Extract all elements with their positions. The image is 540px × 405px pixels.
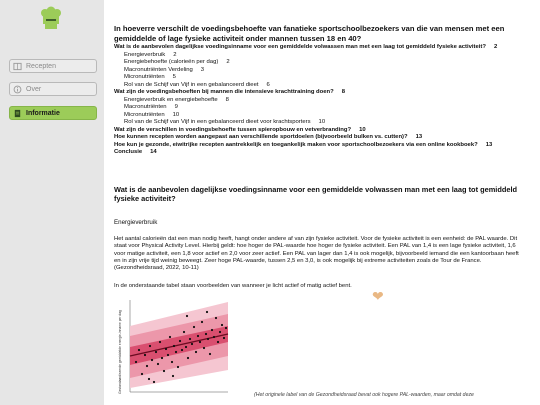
sidebar-item-recepten[interactable] <box>9 59 97 73</box>
figure-note: (Het originele label van de Gezondheidsraad bevat ook hogere PAL-waarden, maar omdat deze <box>254 392 474 398</box>
pal-scatter-image <box>116 292 230 405</box>
toc-page-number: 2 <box>494 44 498 50</box>
toc-page-number: 10 <box>172 111 180 118</box>
toc-page-number: 8 <box>341 89 346 95</box>
paragraph: In de onderstaande tabel staan voorbeelden van wanneer je licht actief of matig actief bent. <box>114 283 352 289</box>
figure-ylabel: Gestandaardiseerde gemiddelde energie-inname per dag <box>118 310 122 394</box>
document-icon <box>13 109 22 118</box>
heart-icon: ❤ <box>372 288 384 304</box>
toc-page-number: 13 <box>415 134 423 140</box>
sidebar-item-informatie[interactable] <box>9 106 97 120</box>
pal-figure <box>116 292 230 405</box>
sidebar-item-label: Over <box>26 85 42 93</box>
toc-link[interactable]: Hoe kunnen recepten worden aangepast aan verschillende sportdoelen (bijvoorbeeld bulken vs. cutten)? <box>114 134 408 140</box>
subheading: Energieverbruik <box>114 219 158 226</box>
main-content <box>114 0 534 405</box>
sidebar-item-label: Recepten <box>26 62 56 70</box>
toc-item[interactable] <box>114 112 534 120</box>
info-circle-icon <box>13 85 22 94</box>
toc-question[interactable] <box>114 89 534 97</box>
toc-link[interactable]: Micronutriënten <box>124 111 165 118</box>
chef-hat-icon <box>36 6 66 30</box>
toc-question[interactable] <box>114 44 534 52</box>
section-heading: Wat is de aanbevolen dagelijkse voedingsinname voor een gemiddelde volwassen man met een laag tot gemiddeld fysieke activiteit? <box>114 185 518 204</box>
paragraph-text: Het aantal calorieën dat een man nodig heeft, hangt onder andere af van zijn fysieke activiteit. Voor de fysieke activiteit is een eenheid: de PAL waarde. Dit staat voor Physical Activity Level. Hierbij geldt: hoe hoger de PAL-waarde hoe hoger de fysieke activiteit. Een PAL van 1,4 is een lage fysieke activiteit, 1,6 voor matige activiteit, een 1,8 voor actief en 2,0 voor zeer actief. Een PAL van lager dan 1,4 is ook mogelijk, bijvoorbeeld iemand die een kantoorbaan heeft en in zijn vrije tijd weinig beweegt. Zeer hoge PAL-waarde, tussen 2,5 en 3,0, is ook mogelijk bij extreme activiteiten zoals de Tour de France. <box>114 236 519 264</box>
toc-item[interactable] <box>114 119 534 127</box>
paragraph <box>114 236 524 272</box>
toc-page-number: 5 <box>172 74 176 80</box>
toc-item[interactable] <box>114 97 534 105</box>
toc-question[interactable] <box>114 134 534 142</box>
sidebar-item-over[interactable] <box>9 82 97 96</box>
toc-link[interactable]: Macronutriënten Verdeling <box>124 66 193 73</box>
toc-item[interactable] <box>114 82 534 90</box>
toc-page-number: 3 <box>200 66 205 73</box>
toc-link[interactable]: Wat zijn de verschillen in voedingsbehoefte tussen spieropbouw en vetverbranding? <box>114 126 352 133</box>
toc-link[interactable]: Hoe kun je gezonde, eiwitrijke recepten aantrekkelijk en toegankelijk maken voor sportschoolbezoekers via een online kookboek? <box>114 141 478 148</box>
toc-item[interactable] <box>114 104 534 112</box>
toc-page-number: 10 <box>359 126 366 133</box>
toc-link[interactable]: Energieverbruik <box>124 51 166 58</box>
toc-page-number: 10 <box>318 119 326 125</box>
sidebar-item-label: Informatie <box>26 109 60 117</box>
citation: (Gezondheidsraad, 2022, 10-11) <box>114 265 199 272</box>
toc-link[interactable]: Wat is de aanbevolen dagelijkse voedingsinname voor een gemiddelde volwassen man met een laag tot gemiddeld fysieke activiteit? <box>114 44 486 50</box>
toc-item[interactable] <box>114 67 534 75</box>
book-icon <box>13 62 22 71</box>
toc-page-number: 2 <box>226 59 230 65</box>
toc-question[interactable] <box>114 142 534 150</box>
toc-question[interactable] <box>114 149 534 157</box>
toc-link[interactable]: Rol van de Schijf van Vijf in een gebalanceerd dieet voor krachtsporters <box>124 119 311 125</box>
toc-link[interactable]: Energiebehoefte (calorieën per dag) <box>124 59 219 65</box>
toc-question[interactable] <box>114 127 534 135</box>
toc-link[interactable]: Energieverbruik en energiebehoefte <box>124 96 218 103</box>
toc-link[interactable]: Macronutriënten <box>124 104 167 110</box>
page-title: In hoeverre verschilt de voedingsbehoefte van fanatieke sportschoolbezoekers van die van mensen met een gemiddelde of lage fysieke activiteit onder mannen tussen 18 en 40? <box>114 24 505 43</box>
toc-page-number: 14 <box>150 149 157 155</box>
toc-item[interactable] <box>114 74 534 82</box>
sidebar <box>0 0 104 405</box>
toc-page-number: 2 <box>173 51 177 58</box>
toc-page-number: 6 <box>266 81 270 88</box>
toc-page-number: 8 <box>225 96 229 103</box>
toc-page-number: 13 <box>485 141 493 148</box>
table-of-contents <box>114 44 534 157</box>
toc-link[interactable]: Rol van de Schijf van Vijf in een gebalanceerd dieet <box>124 81 259 88</box>
toc-page-number: 9 <box>174 104 178 110</box>
toc-link[interactable]: Wat zijn de voedingsbehoeften bij mannen die intensieve krachttraining doen? <box>114 89 334 95</box>
toc-link[interactable]: Conclusie <box>114 149 143 155</box>
toc-item[interactable] <box>114 59 534 67</box>
toc-link[interactable]: Micronutriënten <box>124 74 165 80</box>
toc-item[interactable] <box>114 52 534 60</box>
